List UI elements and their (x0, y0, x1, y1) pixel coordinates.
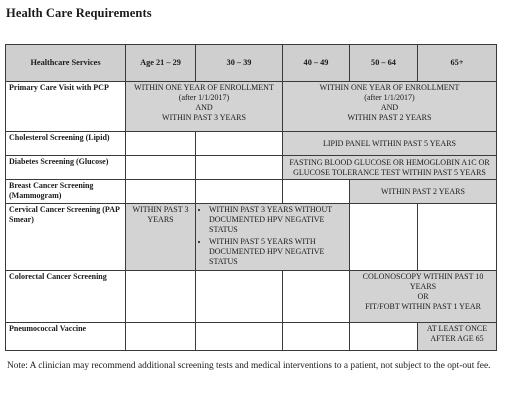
empty-cell (126, 323, 196, 351)
empty-cell (196, 271, 283, 323)
empty-cell (350, 204, 418, 271)
footnote: Note: A clinician may recommend additional screening tests and medical interventions to a patient, not subject to the opt-out fee. (7, 361, 491, 371)
requirement-line: FIT/FOBT WITHIN PAST 1 YEAR (365, 302, 481, 311)
primary-care-young-requirement (126, 82, 283, 132)
empty-cell (126, 180, 196, 204)
row-diabetes (6, 156, 497, 180)
service-breast-cancer: Breast Cancer Screening (Mammogram) (6, 180, 126, 204)
requirement-line: COLONOSCOPY WITHIN PAST 10 YEARS (362, 272, 484, 291)
page-title: Health Care Requirements (6, 6, 152, 20)
requirements-table (5, 44, 497, 351)
empty-cell (196, 132, 283, 156)
empty-cell (196, 180, 283, 204)
empty-cell (283, 271, 350, 323)
requirement-line: WITHIN PAST 2 YEARS (347, 113, 432, 122)
empty-cell (126, 132, 196, 156)
empty-cell (126, 271, 196, 323)
empty-cell (196, 156, 283, 180)
requirement-line: WITHIN PAST 3 YEARS (162, 113, 246, 122)
row-cholesterol (6, 132, 497, 156)
requirement-line: WITHIN ONE YEAR OF ENROLLMENT (134, 83, 274, 92)
header-age-50-64: 50 – 64 (350, 45, 418, 82)
requirement-bullet: • WITHIN PAST 3 YEARS WITHOUT DOCUMENTED HPV NEGATIVE STATUS (209, 205, 346, 235)
row-pneumococcal (6, 323, 497, 351)
cervical-young-requirement: WITHIN PAST 3 YEARS (126, 204, 196, 271)
primary-care-older-requirement (283, 82, 497, 132)
row-primary-care (6, 82, 497, 132)
service-colorectal-cancer: Colorectal Cancer Screening (6, 271, 126, 323)
empty-cell (283, 323, 350, 351)
header-age-30-39: 30 – 39 (196, 45, 283, 82)
header-row (6, 45, 497, 82)
cholesterol-requirement: LIPID PANEL WITHIN PAST 5 YEARS (283, 132, 497, 156)
empty-cell (283, 180, 350, 204)
breast-cancer-requirement: WITHIN PAST 2 YEARS (350, 180, 497, 204)
pneumococcal-requirement: AT LEAST ONCE AFTER AGE 65 (418, 323, 497, 351)
colorectal-requirement (350, 271, 497, 323)
row-cervical-cancer (6, 204, 497, 271)
empty-cell (350, 323, 418, 351)
diabetes-requirement: FASTING BLOOD GLUCOSE OR HEMOGLOBIN A1C OR GLUCOSE TOLERANCE TEST WITHIN PAST 5 YEARS (283, 156, 497, 180)
empty-cell (196, 323, 283, 351)
service-primary-care: Primary Care Visit with PCP (6, 82, 126, 132)
service-cervical-cancer: Cervical Cancer Screening (PAP Smear) (6, 204, 126, 271)
requirement-line: (after 1/1/2017) (364, 93, 415, 102)
empty-cell (126, 156, 196, 180)
requirement-bullet: • WITHIN PAST 5 YEARS WITH DOCUMENTED HPV NEGATIVE STATUS (209, 237, 346, 267)
requirement-line: (after 1/1/2017) (178, 93, 230, 102)
header-age-65-plus: 65+ (418, 45, 497, 82)
service-pneumococcal: Pneumococcal Vaccine (6, 323, 126, 351)
row-breast-cancer (6, 180, 497, 204)
service-cholesterol: Cholesterol Screening (Lipid) (6, 132, 126, 156)
requirement-line: WITHIN ONE YEAR OF ENROLLMENT (319, 83, 460, 92)
header-age-40-49: 40 – 49 (283, 45, 350, 82)
service-diabetes: Diabetes Screening (Glucose) (6, 156, 126, 180)
requirement-line: OR (417, 292, 429, 301)
empty-cell (418, 204, 497, 271)
header-services: Healthcare Services (6, 45, 126, 82)
requirement-line: AND (195, 103, 213, 112)
cervical-older-requirement (196, 204, 350, 271)
requirement-line: AND (380, 103, 399, 112)
row-colorectal-cancer (6, 271, 497, 323)
header-age-21-29: Age 21 – 29 (126, 45, 196, 82)
